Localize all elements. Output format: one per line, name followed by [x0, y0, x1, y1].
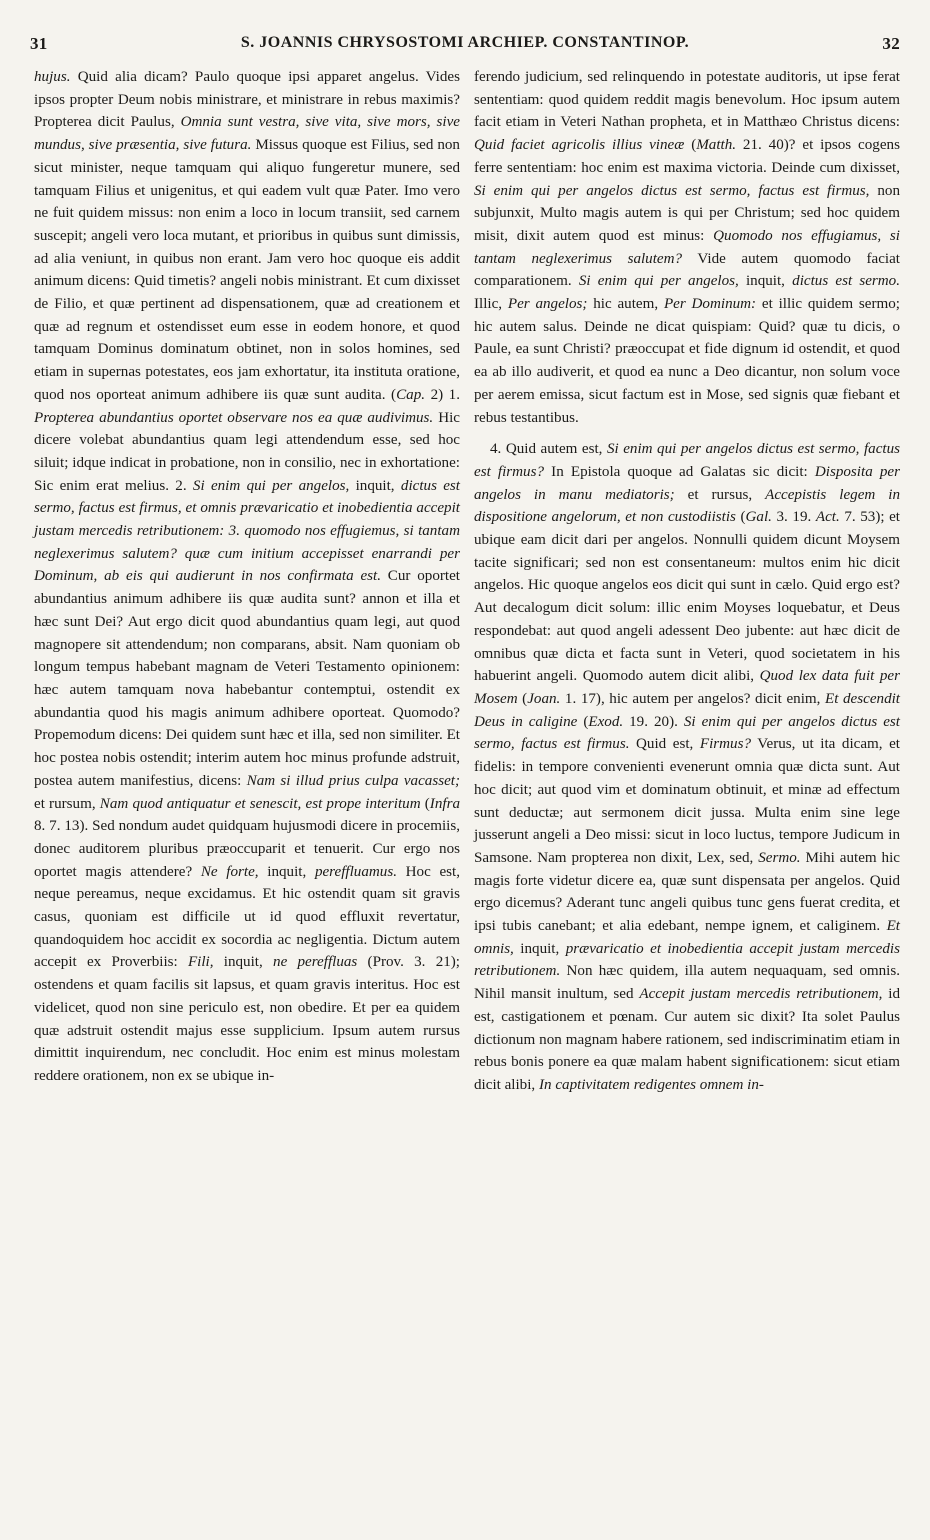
italic-run: Nam si illud prius culpa vacasset;	[246, 772, 460, 789]
italic-run: Quid faciet agricolis illius vineæ	[474, 137, 685, 154]
italic-run: Si enim qui per angelos dictus est sermo, factus est firmus?	[474, 441, 901, 480]
italic-run: Quod lex data fuit per Mosem	[474, 668, 900, 707]
italic-run: Matth.	[696, 137, 737, 154]
italic-run: Exod.	[588, 713, 624, 730]
italic-run: Act.	[815, 509, 840, 526]
left-column	[34, 66, 460, 1088]
text-run: (	[420, 795, 430, 812]
text-run: inquit,	[349, 477, 401, 494]
text-run: 1. 17), hic autem per angelos? dicit enim,	[560, 690, 825, 707]
italic-run: pereffluamus.	[314, 863, 397, 880]
text-run: Non hæc quidem, illa autem nequaquam, sed omnis. Nihil mansit inultum, sed	[474, 963, 900, 1003]
italic-run: Firmus?	[699, 736, 752, 753]
italic-run: Accepit justam mercedis retributionem,	[639, 986, 883, 1003]
italic-run: Disposita per angelos in manu mediatoris;	[474, 463, 900, 503]
text-run: (	[577, 713, 589, 730]
page-number-right: 32	[882, 34, 900, 53]
italic-run: Si enim qui per angelos,	[578, 273, 739, 290]
italic-run: Propterea abundantius oportet observare nos ea quæ audivimus.	[34, 409, 434, 426]
italic-run: Omnia sunt vestra, sive vita, sive mors, sive mundus, sive præsentia, sive futura.	[34, 114, 460, 154]
text-run: Hic dicere volebat abundantius quam legi attendendum esse, sed hoc siluit; idque indicat in probatione, non in consilio, nec in exhortatione: Sic enim erat melius. 2.	[34, 409, 460, 494]
text-run: 4. Quid autem est,	[490, 441, 607, 458]
running-header	[30, 34, 900, 58]
italic-run: Fili,	[187, 954, 214, 971]
text-run: inquit,	[738, 273, 793, 290]
text-run: (	[517, 690, 528, 707]
italic-run: hujus.	[34, 69, 71, 85]
page-number-left: 31	[30, 34, 48, 53]
italic-run: dictus est sermo.	[792, 273, 900, 290]
italic-run: Nam quod antiquatur et senescit, est prope interitum	[99, 795, 421, 812]
text-run: inquit,	[513, 940, 566, 957]
right-column	[474, 66, 900, 1097]
italic-run: dictus est sermo, factus est firmus, et omnis prævaricatio et inobedientia accepit justam mercedis retributionem: 3. quomodo nos effugiemus, si tantam neglexerimus salutem? quæ cum initium accepisset enarrandi per Dominum, ab eis qui audierunt in nos confirmata est.	[34, 477, 461, 585]
text-run: non subjunxit, Multo magis autem is qui per Christum; sed hoc quidem misit, dixit autem quod est minus:	[474, 182, 900, 244]
italic-run: Gal.	[745, 509, 772, 526]
italic-run: Si enim qui per angelos dictus est sermo, factus est firmus.	[474, 713, 900, 753]
italic-run: Si enim qui per angelos,	[192, 477, 350, 494]
italic-run: Quomodo nos effugiamus, si tantam neglexerimus salutem?	[474, 227, 901, 267]
italic-run: Si enim qui per angelos dictus est sermo, factus est firmus,	[474, 182, 870, 199]
text-run: (	[684, 137, 697, 154]
text-run: Cur oportet abundantius animum adhibere iis quæ audita sunt? annon et illa et hæc sunt Dei? Aut ergo dicit quod abundantius quam legi, aut quod magnopere sit attendendum; non comparans, absit. Nam quoniam ob longum tempus habebant magnam de Veteri Testamento opinionem: hæc autem tamquam nova habebantur contemptui, ostendit ex abundantia quod his magis animum adhibere oporteat. Quomodo? Propemodum dicens: Dei quidem sunt hæc et illa, sed non similiter. Et hoc postea nobis ostendit; interim autem hoc minus profunde adstruit, postea autem manifestius, dicens:	[34, 568, 461, 789]
paragraph	[474, 66, 900, 429]
italic-run: Joan.	[527, 690, 561, 707]
text-run: Mihi autem hic magis forte videtur dicere ea, quæ sunt dispensata per angelos. Quid ergo dicemus? Aderant tunc angeli quibus tunc gens fuerat credita, et ipsi tubis canebant; et alia edebant, nempe ignem, et caliginem.	[474, 849, 900, 935]
text-run: et rursus,	[674, 486, 766, 503]
italic-run: Per angelos;	[507, 296, 588, 313]
text-run: inquit,	[213, 954, 274, 971]
text-run: (Prov. 3. 21); ostendens et quam facilis sit lapsus, et quam gravis interitus. Hoc est videlicet, quod non sine periculo est, non obedire. Et per ea quidem quæ adstruit ostendit majus esse supplicium. Ipsum autem rursus dimittit inquirendum, nec concludit. Hoc enim est minus molestam reddere orationem, non ex se ubique in-	[34, 954, 461, 1084]
paragraph	[474, 438, 900, 1096]
text-run: 8. 7. 13). Sed nondum audet quidquam hujusmodi dicere in procemiis, donec auditorem pluribus præoccuparit et tenuerit. Cur ergo nos oportet magis attendere?	[34, 818, 460, 880]
text-run: hic autem,	[587, 296, 664, 313]
text-run: Quid alia dicam? Paulo quoque ipsi apparet angelus. Vides ipsos propter Deum nobis ministrare, et ministrare in rebus maximis? Propterea dicit Paulus,	[34, 69, 460, 131]
italic-run: Sermo.	[758, 849, 801, 866]
text-run: (	[735, 509, 746, 526]
italic-run: Per Dominum:	[663, 296, 757, 313]
text-run: Verus, ut ita dicam, et fidelis: in tempore convenienti evenerunt omnia quæ dicta sunt. Aut hoc dicit; aut quod vim et dominatum obtinuit, et minæ ad effectum sunt deductæ; aut sermonem dicit jussa. Multa enim sine lege jusserunt angeli a Deo missi: sicut in loco luctus, tempore Judicum in Samsone. Nam propterea non dixit, Lex, sed,	[474, 736, 900, 866]
text-run: Illic,	[474, 296, 508, 313]
text-run: In Epistola quoque ad Galatas sic dicit:	[544, 463, 815, 480]
text-run: Vide autem quomodo faciat comparationem.	[474, 250, 900, 290]
text-run: 2) 1.	[425, 386, 460, 403]
text-run: et illic quidem sermo; hic autem salus. Deinde ne dicat quispiam: Quid? quæ tu dicis, o Paule, ea sunt Christi? præoccupat et fide dignum id ostendit, et quod ea ab illo audiverit, et quod ea nunc a Deo dicantur, non solum voce per aerem emissa, sicut factum est in Mose, sed signis quæ fiebant et rebus testantibus.	[474, 296, 900, 426]
italic-run: Et omnis,	[474, 918, 900, 957]
text-run: Quid est,	[629, 736, 700, 753]
text-run: 3. 19.	[771, 509, 816, 526]
text-run: Missus quoque est Filius, sed non sicut minister, neque tamquam qui aliquo fungeretur munere, sed tamquam Filius et unigenitus, et qui eadem vult quæ Pater. Imo vero ne fuit quidem missus: non enim a loco in locum transiit, sed carnem suscepit; angeli vero loca mutant, et prioribus in quibus sunt dimissis, ad alia veniunt, in quibus non erant. Jam vero hoc quoque eis addit animum dicens: Quid timetis? angeli nobis ministrant. Et cum dixisset de Filio, et quæ pertinent ad dispensationem, quæ ad creationem et quæ ad regnum et ostendisset eum esse in eodem honore, et quod tamquam Dominus dominatum obtinet, non in solos homines, sed etiam in supernas potestates, eos jam exhortatur, ita instituta oratione, quod nos oporteat animum adhibere iis quæ sunt audita. (	[34, 137, 460, 403]
running-title: S. JOANNIS CHRYSOSTOMI ARCHIEP. CONSTANTINOP.	[240, 34, 690, 51]
italic-run: Accepistis legem in dispositione angelorum, et non custodiistis	[474, 486, 900, 526]
text-run: inquit,	[258, 863, 315, 880]
italic-run: prævaricatio et inobedientia accepit justam mercedis retributionem.	[474, 940, 900, 980]
text-run: 7. 53); et ubique eam dicit dari per angelos. Nonnulli quidem dicunt Moysem tacite significari; sed non est consentaneum: multos enim hic dicit angelos. Hic quoque angelos eos dicit qui sunt in cælo. Quid ergo est? Aut decalogum dicit solum: illic enim Moyses loquebatur, et Deus respondebat: aut quod angeli adessent Deo jubente: aut hæc dicit de omnibus quæ dicta et facta sunt in Veteri, quod societatem in his habuerint angeli. Quomodo autem dicit alibi,	[474, 509, 901, 685]
text-run: 21. 40)? et ipsos cogens ferre sententiam: hoc enim est maxima victoria. Deinde cum dixisset,	[474, 137, 900, 176]
italic-run: Infra	[429, 795, 460, 812]
text-run: et rursum,	[34, 795, 100, 812]
text-run: Hoc est, neque pereamus, neque excidamus. Et hic ostendit quam sit gravis casus, quoniam est difficile ut id quod effluxit revertatur, quandoquidem hoc accidit ex socordia ac negligentia. Dictum autem accepit ex Proverbiis:	[34, 863, 461, 971]
italic-run: ne pereffluas	[273, 954, 358, 971]
paragraph	[34, 66, 460, 1088]
italic-run: Ne forte,	[200, 863, 259, 880]
italic-run: Cap.	[396, 386, 426, 403]
text-run: ferendo judicium, sed relinquendo in potestate auditoris, ut ipse ferat sententiam: quod quidem reddit magis benevolum. Hoc ipsum autem facit etiam in Veteri Nathan propheta, et in Matthæo Christus dicens:	[474, 69, 900, 131]
text-run: id est, castigationem et pœnam. Cur autem sic dixit? Ita solet Paulus dictionum non magnam habere rationem, sed indiscriminatim etiam in rebus bonis ponere ea quæ malam habent significationem: sicut etiam dicit alibi,	[474, 986, 900, 1093]
text-run: 19. 20).	[623, 713, 684, 730]
italic-run: In captivitatem redigentes omnem in-	[538, 1076, 764, 1093]
italic-run: Et descendit Deus in caligine	[474, 690, 900, 730]
